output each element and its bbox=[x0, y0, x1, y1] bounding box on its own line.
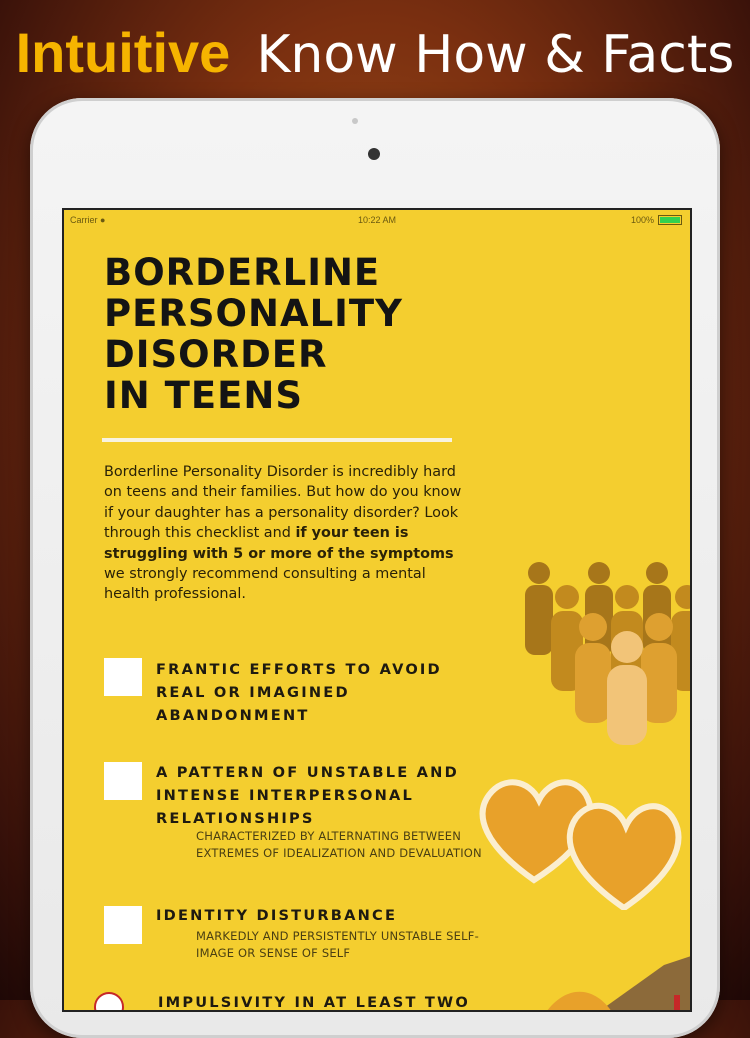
intro-emphasis: if your teen is struggling with 5 or more of the symptoms bbox=[104, 525, 454, 562]
checkbox[interactable] bbox=[104, 658, 142, 696]
status-bar bbox=[64, 210, 690, 230]
microphone-dot bbox=[352, 118, 358, 124]
battery-percent: 100% bbox=[630, 215, 654, 225]
checklist-item-partial[interactable] bbox=[94, 990, 514, 1010]
hearts-icon bbox=[474, 760, 692, 910]
tablet-screen[interactable] bbox=[62, 208, 692, 1012]
infographic-title bbox=[104, 252, 524, 416]
promo-headline bbox=[0, 18, 750, 90]
title-line: IN TEENS bbox=[104, 374, 304, 417]
status-time: 10:22 AM bbox=[357, 215, 397, 225]
title-divider bbox=[102, 438, 452, 442]
checklist-item-title: IMPULSIVITY IN AT LEAST TWO bbox=[158, 994, 470, 1010]
carrier-label: Carrier ● bbox=[70, 215, 106, 225]
checklist-item-title: A PATTERN OF UNSTABLE AND INTENSE INTERPERSONAL RELATIONSHIPS bbox=[156, 764, 459, 827]
front-camera-icon bbox=[368, 148, 380, 160]
intro-paragraph: Borderline Personality Disorder is incredibly hard on teens and their families. But how do you know if your daughter has a personality disorder? Look through this checklist and if your teen is struggling with 5 or more of the symptoms we strongly recommend consulting a mental health professional. bbox=[104, 464, 462, 603]
title-line: PERSONALITY bbox=[104, 292, 403, 335]
title-line: BORDERLINE bbox=[104, 251, 381, 294]
title-line: DISORDER bbox=[104, 333, 328, 376]
checklist-item-title: IDENTITY DISTURBANCE bbox=[156, 907, 398, 924]
no-sign-icon bbox=[94, 992, 124, 1010]
promo-accent-word: Intuitive bbox=[15, 21, 231, 84]
battery-icon bbox=[658, 215, 682, 225]
checkbox[interactable] bbox=[104, 906, 142, 944]
decorative-art-icon bbox=[534, 955, 692, 1012]
wifi-icon: ● bbox=[100, 215, 106, 225]
checkbox[interactable] bbox=[104, 762, 142, 800]
checklist-item-subtitle: CHARACTERIZED BY ALTERNATING BETWEEN EXTREMES OF IDEALIZATION AND DEVALUATION bbox=[196, 829, 482, 860]
battery-status bbox=[631, 215, 682, 225]
checklist-item-subtitle: MARKEDLY AND PERSISTENTLY UNSTABLE SELF-IMAGE OR SENSE OF SELF bbox=[196, 929, 479, 960]
people-crowd-icon bbox=[519, 555, 692, 745]
checklist-item-title: FRANTIC EFFORTS TO AVOID REAL OR IMAGINED ABANDONMENT bbox=[156, 661, 442, 724]
promo-tagline: Know How & Facts bbox=[256, 25, 735, 85]
